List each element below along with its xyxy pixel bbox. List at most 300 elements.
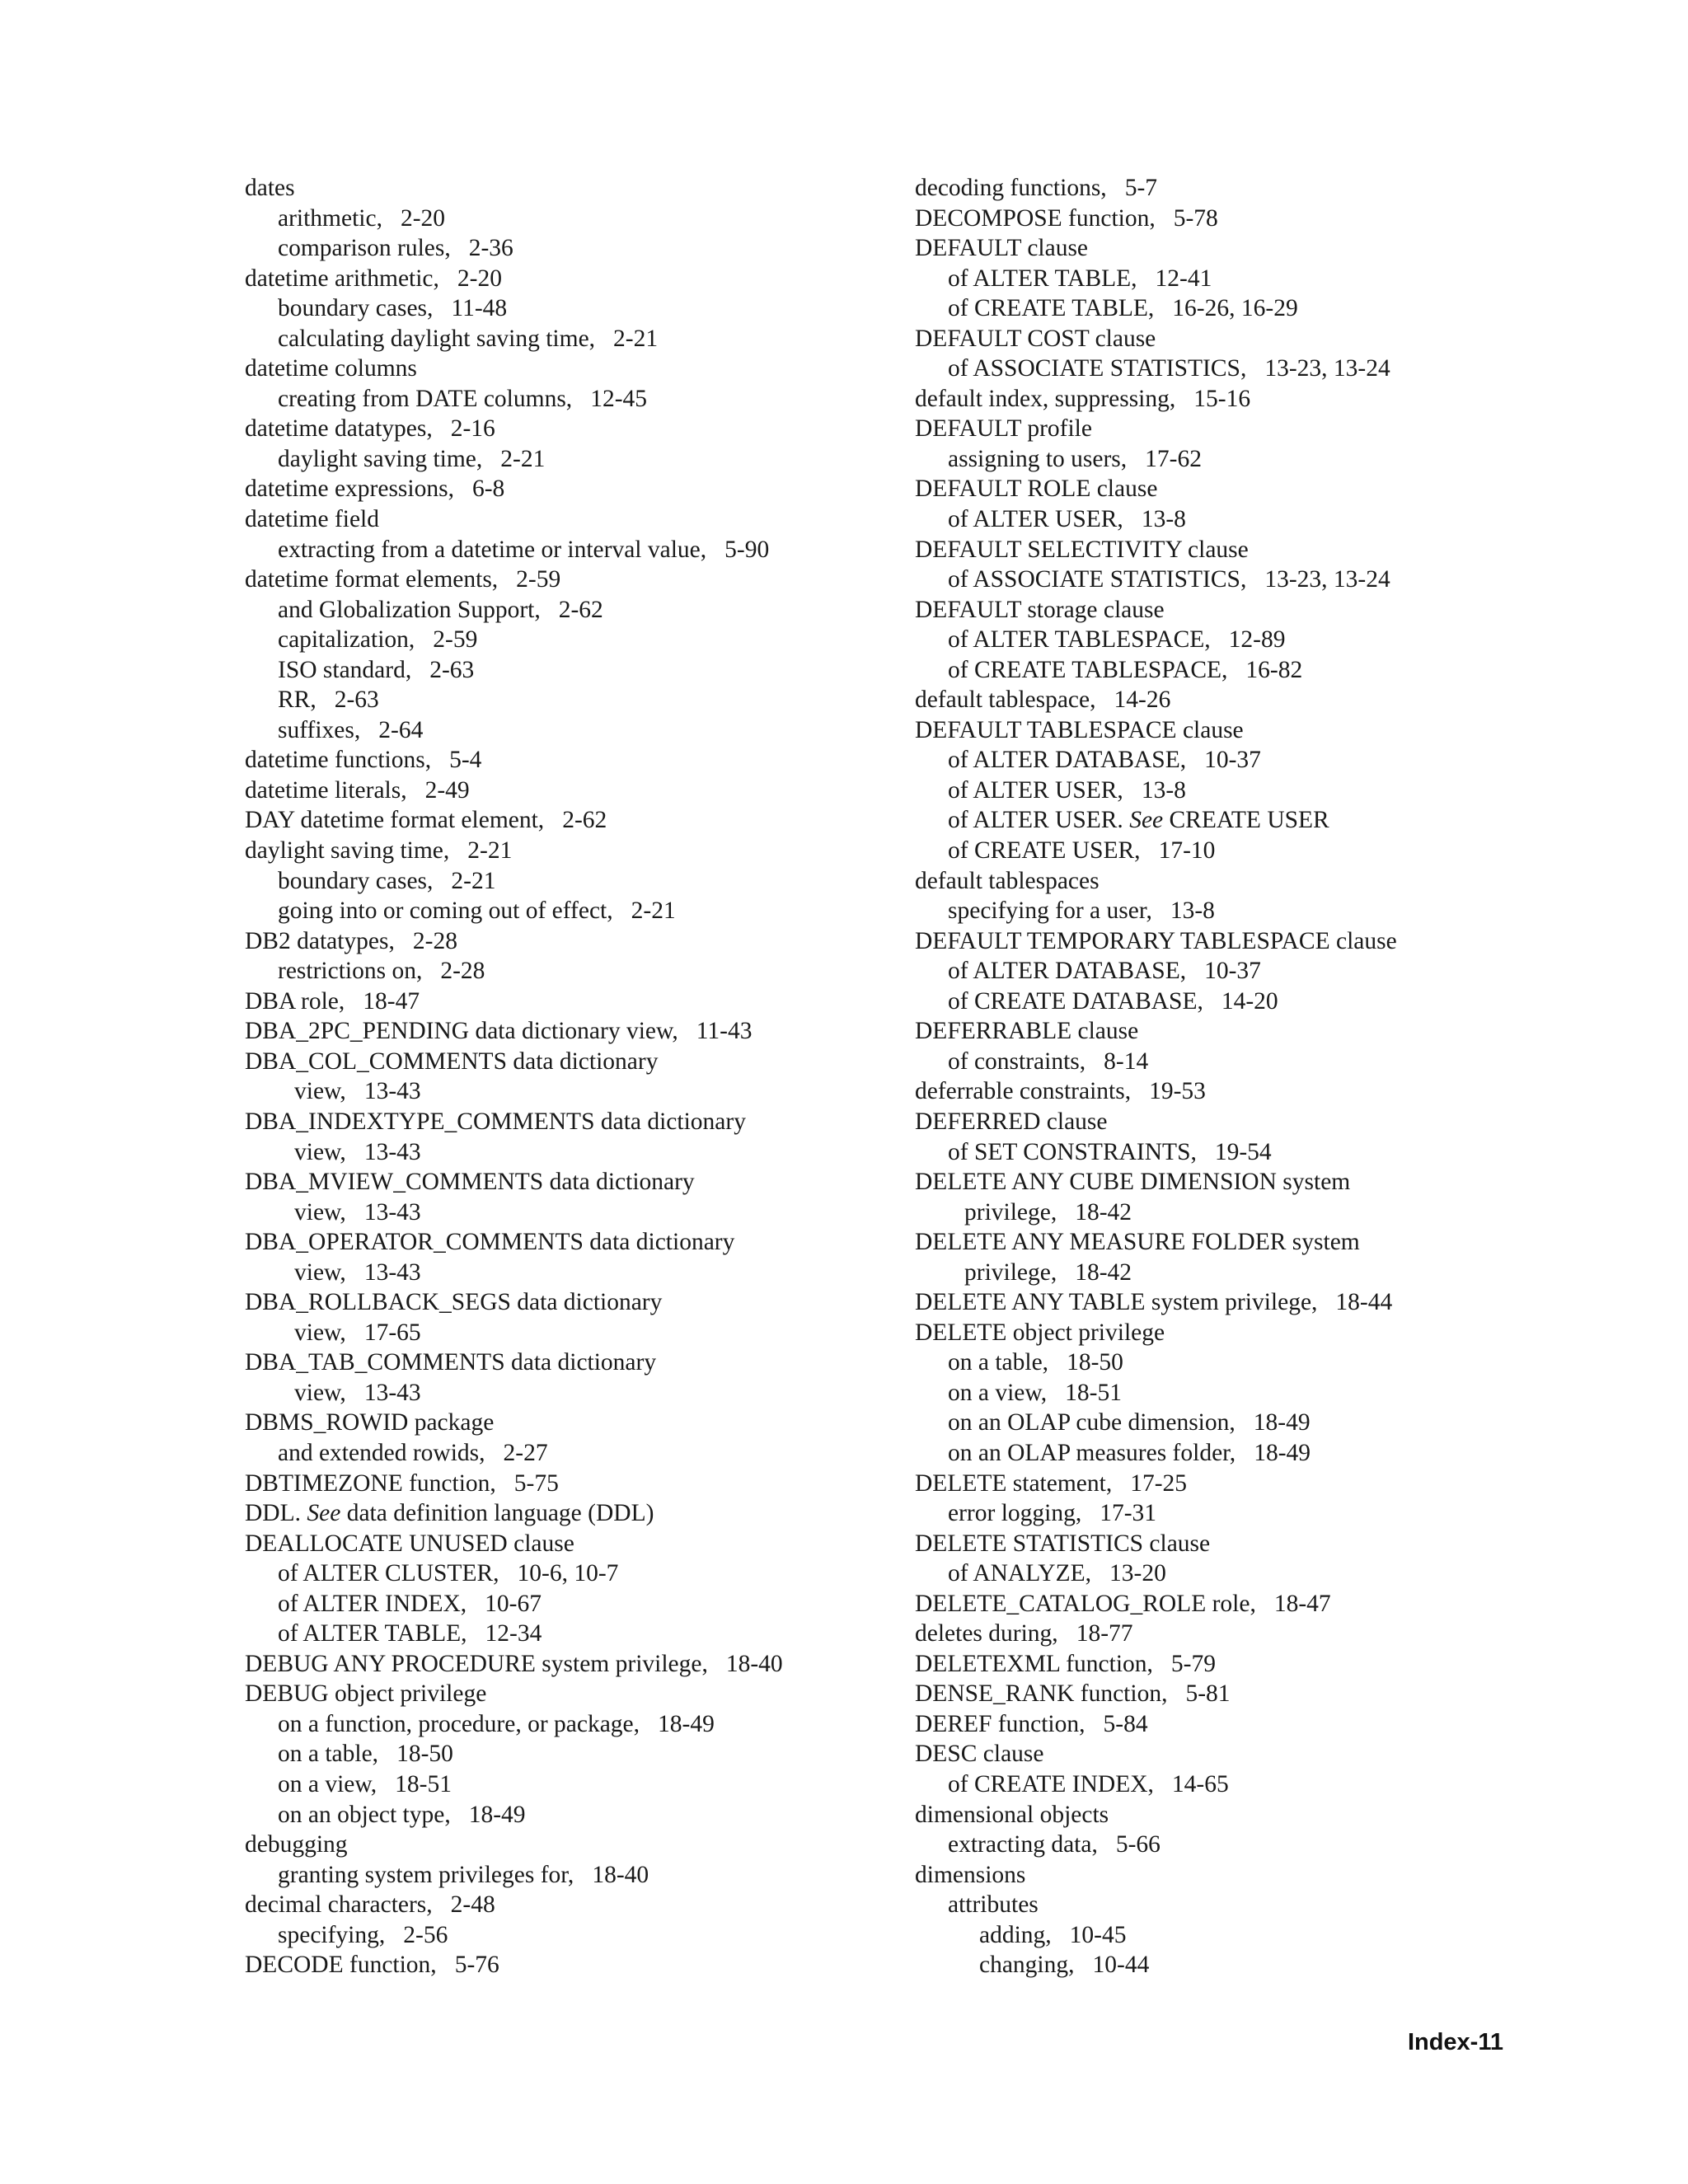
entry-term: DBA_MVIEW_COMMENTS data dictionary	[245, 1169, 695, 1196]
entry-term: DELETE ANY TABLE system privilege,	[915, 1289, 1318, 1316]
index-subentry	[245, 1589, 896, 1619]
entry-term: error logging,	[948, 1500, 1082, 1527]
index-subentry	[245, 1769, 896, 1800]
entry-term: on an OLAP cube dimension,	[948, 1409, 1236, 1436]
entry-term: and Globalization Support,	[278, 596, 541, 623]
index-subentry	[245, 204, 896, 234]
page-reference: 8-14	[1104, 1047, 1149, 1075]
page-reference: 13-8	[1170, 898, 1215, 925]
index-column-left	[245, 173, 896, 1980]
entry-term: DEALLOCATE UNUSED clause	[245, 1530, 574, 1557]
index-entry	[915, 1860, 1558, 1891]
entry-term: of constraints,	[948, 1047, 1086, 1075]
entry-term: ISO standard,	[278, 656, 412, 683]
entry-term: DEREF function,	[915, 1710, 1085, 1737]
page-reference: 14-26	[1114, 687, 1171, 714]
entry-term: DBA_OPERATOR_COMMENTS data dictionary	[245, 1229, 735, 1256]
index-subentry	[915, 1378, 1558, 1408]
index-subentry	[245, 1558, 896, 1589]
index-entry	[245, 504, 896, 535]
index-subentry	[245, 1800, 896, 1830]
entry-term: DESC clause	[915, 1741, 1044, 1768]
entry-term: of ANALYZE,	[948, 1560, 1092, 1587]
page-reference: 13-43	[363, 1138, 421, 1165]
page-reference: 18-49	[1254, 1439, 1311, 1466]
entry-term: specifying,	[278, 1921, 386, 1948]
entry-term: dates	[245, 175, 295, 201]
index-entry-continuation	[915, 1197, 1558, 1228]
entry-term: on a table,	[948, 1349, 1049, 1376]
page-reference: 5-76	[454, 1952, 499, 1979]
page-reference: 18-50	[1067, 1349, 1123, 1376]
entry-term: datetime expressions,	[245, 476, 454, 503]
index-subentry	[915, 805, 1558, 836]
entry-term: on an object type,	[278, 1801, 451, 1828]
index-subentry	[915, 1950, 1558, 1980]
entry-term: datetime functions,	[245, 747, 432, 774]
index-entry	[245, 805, 896, 836]
entry-term: view,	[294, 1138, 346, 1165]
index-subentry	[915, 293, 1558, 324]
entry-term: DBA role,	[245, 987, 345, 1015]
entry-term: adding,	[979, 1921, 1052, 1948]
entry-term: DELETE object privilege	[915, 1319, 1165, 1346]
entry-term: decimal characters,	[245, 1891, 433, 1919]
entry-term: of ALTER TABLESPACE,	[948, 626, 1211, 654]
index-entry	[915, 474, 1558, 504]
entry-term: DBA_TAB_COMMENTS data dictionary	[245, 1349, 657, 1376]
index-entry	[915, 1619, 1558, 1649]
entry-term: DBMS_ROWID package	[245, 1409, 495, 1436]
index-subentry	[915, 987, 1558, 1017]
page-reference: 18-51	[395, 1770, 452, 1797]
page-reference: 18-42	[1075, 1258, 1132, 1286]
page-reference: 5-78	[1173, 204, 1218, 232]
entry-term: deferrable constraints,	[915, 1078, 1132, 1105]
index-entry	[245, 836, 896, 866]
entry-term: daylight saving time,	[278, 445, 483, 472]
entry-term: RR,	[278, 687, 316, 714]
page-reference: 2-20	[457, 265, 502, 292]
index-entry	[915, 1167, 1558, 1197]
see-reference-label: See	[1129, 807, 1164, 834]
index-entry	[915, 233, 1558, 264]
index-subentry	[245, 1739, 896, 1769]
entry-term: DEFAULT ROLE clause	[915, 476, 1158, 503]
page-reference: 5-7	[1124, 175, 1158, 201]
page-reference: 6-8	[471, 476, 505, 503]
entry-term: DELETE ANY MEASURE FOLDER system	[915, 1229, 1360, 1256]
entry-term: default index, suppressing,	[915, 385, 1176, 412]
page-reference: 2-21	[613, 325, 659, 352]
entry-term: view,	[294, 1319, 346, 1346]
index-entry	[915, 1709, 1558, 1740]
index-subentry	[245, 655, 896, 686]
entry-term: datetime columns	[245, 355, 417, 382]
page-reference: 5-4	[449, 747, 482, 774]
index-entry	[245, 1830, 896, 1860]
index-subentry	[915, 1438, 1558, 1469]
page-reference: 19-53	[1149, 1078, 1206, 1105]
index-entry-continuation	[245, 1137, 896, 1168]
index-subentry	[245, 685, 896, 715]
entry-term: changing,	[979, 1952, 1075, 1979]
page-reference: 5-66	[1115, 1831, 1160, 1858]
index-entry	[915, 715, 1558, 746]
entry-term: privilege,	[964, 1258, 1057, 1286]
index-entry	[245, 1469, 896, 1499]
entry-term: DB2 datatypes,	[245, 927, 395, 954]
entry-term: boundary cases,	[278, 867, 434, 894]
index-subentry	[915, 504, 1558, 535]
index-entry	[915, 414, 1558, 444]
index-entry	[915, 1318, 1558, 1348]
index-entry-continuation	[915, 1258, 1558, 1288]
index-entry	[915, 1076, 1558, 1107]
page-reference: 19-54	[1214, 1138, 1272, 1165]
entry-term: daylight saving time,	[245, 837, 450, 865]
entry-term: of ASSOCIATE STATISTICS,	[948, 566, 1247, 593]
page-reference: 5-79	[1170, 1650, 1216, 1677]
page-reference: 18-77	[1076, 1620, 1133, 1647]
index-entry	[915, 384, 1558, 415]
page-reference: 17-31	[1100, 1500, 1157, 1527]
page-reference: 18-50	[396, 1741, 453, 1768]
entry-term: DEFAULT profile	[915, 415, 1092, 443]
entry-term: of ALTER TABLE,	[278, 1620, 467, 1647]
index-subentry	[245, 1619, 896, 1649]
page-reference: 15-16	[1193, 385, 1251, 412]
index-entry	[245, 1890, 896, 1920]
entry-term: on a view,	[278, 1770, 377, 1797]
page-reference: 2-27	[503, 1439, 548, 1466]
index-subentry	[245, 956, 896, 987]
page-reference: 2-59	[516, 566, 561, 593]
entry-term: DELETE statement,	[915, 1469, 1113, 1497]
entry-term: DENSE_RANK function,	[915, 1680, 1168, 1708]
page-reference: 2-63	[429, 656, 475, 683]
page-reference: 2-49	[424, 776, 470, 804]
index-subentry	[915, 565, 1558, 595]
entry-term: dimensional objects	[915, 1801, 1109, 1828]
page-reference: 18-47	[363, 987, 420, 1015]
index-entry	[915, 1016, 1558, 1047]
index-entry	[245, 1107, 896, 1137]
entry-term: comparison rules,	[278, 235, 451, 262]
index-entry	[245, 1529, 896, 1559]
entry-term: specifying for a user,	[948, 898, 1152, 925]
entry-term: DBA_COL_COMMENTS data dictionary	[245, 1047, 659, 1075]
page-reference: 5-90	[724, 536, 770, 563]
entry-term: of CREATE TABLE,	[948, 295, 1155, 322]
page-reference: 2-36	[468, 235, 513, 262]
index-subentry	[245, 1709, 896, 1740]
see-reference-target: data definition language (DDL)	[346, 1500, 654, 1527]
index-entry-continuation	[245, 1318, 896, 1348]
entry-term: DEFERRABLE clause	[915, 1018, 1139, 1045]
page-reference: 2-59	[433, 626, 478, 654]
page-reference: 13-43	[363, 1198, 421, 1226]
page-reference: 2-21	[451, 867, 496, 894]
entry-term: arithmetic,	[278, 204, 382, 232]
entry-term: DECODE function,	[245, 1952, 437, 1979]
index-entry	[245, 1950, 896, 1980]
page-reference: 2-28	[412, 927, 457, 954]
page-reference: 2-20	[400, 204, 446, 232]
index-entry-continuation	[245, 1076, 896, 1107]
entry-term: of CREATE TABLESPACE,	[948, 656, 1228, 683]
page-reference: 12-34	[485, 1620, 542, 1647]
entry-term: granting system privileges for,	[278, 1861, 574, 1888]
page-reference: 2-62	[558, 596, 603, 623]
entry-term: calculating daylight saving time,	[278, 325, 596, 352]
index-entry	[245, 1347, 896, 1378]
entry-term: on an OLAP measures folder,	[948, 1439, 1236, 1466]
index-subentry	[245, 866, 896, 897]
entry-term: of ALTER USER,	[948, 776, 1123, 804]
index-entry	[915, 926, 1558, 957]
index-entry	[915, 535, 1558, 565]
index-column-right	[915, 173, 1558, 1980]
page-reference: 10-37	[1204, 958, 1261, 985]
index-entry	[245, 1227, 896, 1258]
page-reference: 2-62	[562, 807, 607, 834]
page-reference: 10-67	[485, 1590, 542, 1617]
page-reference: 11-48	[451, 295, 508, 322]
entry-term: of ALTER DATABASE,	[948, 747, 1187, 774]
page-reference: 17-62	[1145, 445, 1202, 472]
entry-term: DELETEXML function,	[915, 1650, 1153, 1677]
index-entry	[915, 1739, 1558, 1769]
index-entry	[915, 595, 1558, 626]
page-reference: 5-75	[513, 1469, 559, 1497]
entry-term: view,	[294, 1198, 346, 1226]
page-reference: 18-40	[592, 1861, 649, 1888]
index-subentry	[915, 1830, 1558, 1860]
entry-term: assigning to users,	[948, 445, 1128, 472]
entry-term: of CREATE USER,	[948, 837, 1141, 865]
index-subentry	[245, 625, 896, 655]
index-entry	[245, 1498, 896, 1529]
page-reference: 18-51	[1065, 1379, 1122, 1406]
entry-term: of ALTER CLUSTER,	[278, 1560, 499, 1587]
entry-term: restrictions on,	[278, 958, 423, 985]
page-reference: 2-28	[440, 958, 485, 985]
index-entry	[915, 1287, 1558, 1318]
page-reference: 13-8	[1141, 506, 1186, 533]
index-subentry	[245, 1920, 896, 1951]
entry-term: privilege,	[964, 1198, 1057, 1226]
page-reference: 16-82	[1245, 656, 1303, 683]
page-reference: 5-81	[1185, 1680, 1231, 1708]
page-reference: 2-63	[334, 687, 379, 714]
page-reference: 14-20	[1221, 987, 1278, 1015]
page-reference: 13-43	[363, 1078, 421, 1105]
entry-term: DEBUG ANY PROCEDURE system privilege,	[245, 1650, 708, 1677]
entry-term: DBA_2PC_PENDING data dictionary view,	[245, 1018, 678, 1045]
entry-term: attributes	[948, 1891, 1039, 1919]
entry-term: datetime literals,	[245, 776, 407, 804]
index-entry	[245, 1016, 896, 1047]
page-reference: 18-47	[1273, 1590, 1331, 1617]
entry-term: on a function, procedure, or package,	[278, 1710, 640, 1737]
index-entry	[915, 1469, 1558, 1499]
entry-term: datetime arithmetic,	[245, 265, 439, 292]
index-entry	[245, 926, 896, 957]
entry-term: going into or coming out of effect,	[278, 898, 613, 925]
entry-term: debugging	[245, 1831, 348, 1858]
index-entry	[245, 1287, 896, 1318]
page-reference: 12-41	[1155, 265, 1212, 292]
page-reference: 5-84	[1103, 1710, 1148, 1737]
entry-term: datetime datatypes,	[245, 415, 433, 443]
entry-term: DAY datetime format element,	[245, 807, 545, 834]
page-reference: 18-40	[725, 1650, 783, 1677]
entry-term: view,	[294, 1258, 346, 1286]
entry-term: of ALTER INDEX,	[278, 1590, 467, 1617]
page-reference: 13-20	[1109, 1560, 1166, 1587]
index-entry	[915, 685, 1558, 715]
index-subentry	[915, 1558, 1558, 1589]
page-reference: 10-37	[1204, 747, 1261, 774]
entry-term: DBA_ROLLBACK_SEGS data dictionary	[245, 1289, 663, 1316]
entry-term: suffixes,	[278, 716, 361, 743]
page-reference: 17-25	[1130, 1469, 1188, 1497]
entry-term: of CREATE INDEX,	[948, 1770, 1154, 1797]
entry-term: DBTIMEZONE function,	[245, 1469, 496, 1497]
page-reference: 10-6, 10-7	[517, 1560, 619, 1587]
page-reference: 18-49	[658, 1710, 715, 1737]
entry-term: of ALTER TABLE,	[948, 265, 1137, 292]
index-subentry	[245, 324, 896, 354]
entry-term: datetime format elements,	[245, 566, 499, 593]
entry-term: DELETE STATISTICS clause	[915, 1530, 1211, 1557]
page-reference: 14-65	[1171, 1770, 1229, 1797]
entry-term: DELETE ANY CUBE DIMENSION system	[915, 1169, 1351, 1196]
entry-term: and extended rowids,	[278, 1439, 485, 1466]
index-subentry	[915, 836, 1558, 866]
page-reference: 2-21	[467, 837, 513, 865]
entry-term: DEFAULT COST clause	[915, 325, 1156, 352]
index-subentry	[915, 264, 1558, 294]
page-reference: 2-16	[450, 415, 495, 443]
index-entry	[245, 414, 896, 444]
index-entry-continuation	[245, 1378, 896, 1408]
index-subentry	[915, 1769, 1558, 1800]
entry-term: view,	[294, 1078, 346, 1105]
index-entry	[245, 173, 896, 204]
index-subentry	[915, 745, 1558, 776]
page-reference: 13-23, 13-24	[1264, 566, 1390, 593]
index-entry	[245, 776, 896, 806]
index-entry	[915, 1679, 1558, 1709]
page-reference: 2-21	[631, 898, 676, 925]
page-reference: 2-64	[378, 716, 424, 743]
entry-term: DEBUG object privilege	[245, 1680, 487, 1708]
index-subentry	[915, 444, 1558, 475]
index-entry	[245, 474, 896, 504]
entry-term: DEFAULT SELECTIVITY clause	[915, 536, 1249, 563]
index-entry	[245, 565, 896, 595]
entry-term: extracting data,	[948, 1831, 1098, 1858]
page-reference: 13-43	[363, 1379, 421, 1406]
index-entry	[915, 173, 1558, 204]
index-entry	[915, 1649, 1558, 1680]
index-subentry	[915, 1137, 1558, 1168]
entry-term: DEFAULT storage clause	[915, 596, 1165, 623]
entry-term: extracting from a datetime or interval value,	[278, 536, 707, 563]
entry-term: DBA_INDEXTYPE_COMMENTS data dictionary	[245, 1108, 746, 1135]
page-reference: 17-10	[1158, 837, 1216, 865]
index-subentry	[245, 535, 896, 565]
page-reference: 10-44	[1092, 1952, 1150, 1979]
index-entry	[915, 1589, 1558, 1619]
entry-term: of ALTER USER.	[948, 807, 1123, 834]
entry-term: of ALTER USER,	[948, 506, 1123, 533]
index-entry	[915, 324, 1558, 354]
page-reference: 2-21	[500, 445, 546, 472]
page-reference: 13-8	[1141, 776, 1186, 804]
see-reference-label: See	[307, 1500, 341, 1527]
entry-term: on a table,	[278, 1741, 379, 1768]
page-reference: 2-56	[403, 1921, 448, 1948]
page-reference: 13-23, 13-24	[1264, 355, 1390, 382]
entry-term: decoding functions,	[915, 175, 1107, 201]
entry-term: of CREATE DATABASE,	[948, 987, 1203, 1015]
page-reference: 17-65	[363, 1319, 421, 1346]
entry-term: of ASSOCIATE STATISTICS,	[948, 355, 1247, 382]
entry-term: default tablespaces	[915, 867, 1100, 894]
entry-term: default tablespace,	[915, 687, 1096, 714]
entry-term: of SET CONSTRAINTS,	[948, 1138, 1197, 1165]
entry-term: dimensions	[915, 1861, 1026, 1888]
index-entry	[245, 1679, 896, 1709]
entry-term: of ALTER DATABASE,	[948, 958, 1187, 985]
page-reference: 12-45	[590, 385, 648, 412]
index-entry	[915, 1529, 1558, 1559]
entry-term: creating from DATE columns,	[278, 385, 573, 412]
entry-term: DDL.	[245, 1500, 302, 1527]
index-entry	[915, 204, 1558, 234]
index-entry	[245, 1167, 896, 1197]
index-subentry	[245, 896, 896, 926]
index-subentry	[915, 1890, 1558, 1920]
index-entry	[245, 745, 896, 776]
index-entry	[245, 1649, 896, 1680]
index-subentry	[915, 896, 1558, 926]
page-reference: 2-48	[450, 1891, 495, 1919]
index-subentry	[915, 776, 1558, 806]
page-reference: 16-26, 16-29	[1172, 295, 1298, 322]
page-reference: 12-89	[1228, 626, 1286, 654]
entry-term: deletes during,	[915, 1620, 1058, 1647]
index-entry	[245, 1047, 896, 1077]
entry-term: DEFAULT clause	[915, 235, 1089, 262]
index-entry-continuation	[245, 1258, 896, 1288]
index-subentry	[915, 354, 1558, 384]
index-subentry	[915, 625, 1558, 655]
index-entry	[245, 264, 896, 294]
index-entry	[915, 1227, 1558, 1258]
index-subentry	[245, 233, 896, 264]
entry-term: datetime field	[245, 506, 379, 533]
page-reference: 18-49	[1253, 1409, 1311, 1436]
entry-term: DEFAULT TABLESPACE clause	[915, 716, 1244, 743]
entry-term: capitalization,	[278, 626, 415, 654]
see-reference-target: CREATE USER	[1169, 807, 1329, 834]
entry-term: on a view,	[948, 1379, 1048, 1406]
index-entry	[915, 866, 1558, 897]
